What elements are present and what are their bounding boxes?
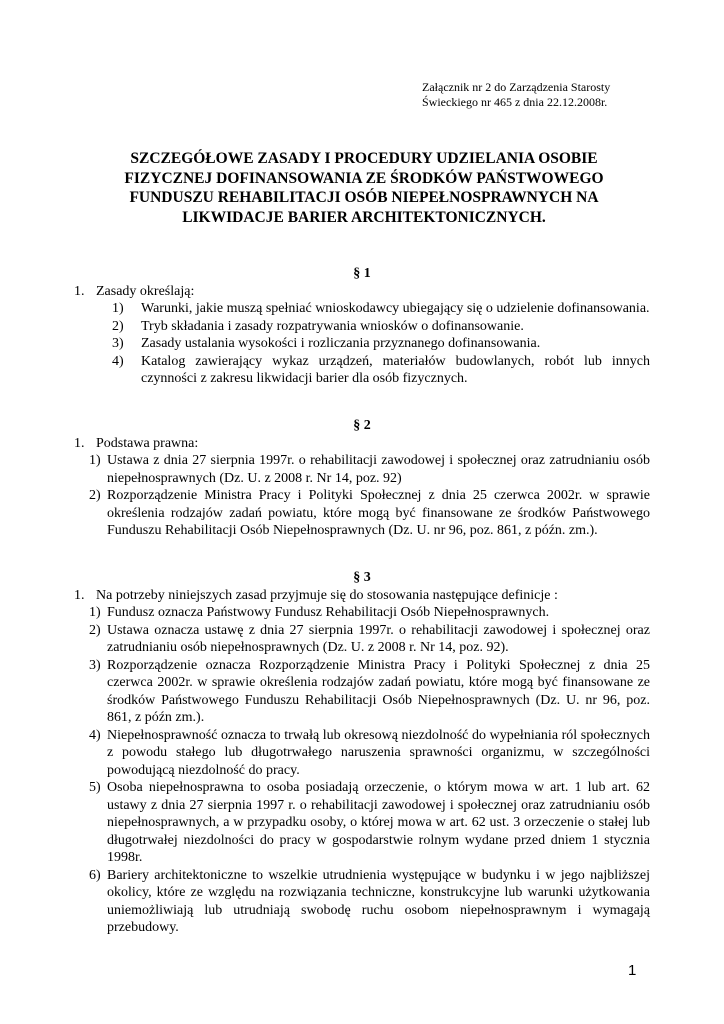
- section-heading: § 1: [353, 266, 371, 281]
- list-item: [74, 727, 650, 780]
- list-item-number: 1): [89, 605, 101, 620]
- section-point: [74, 283, 650, 301]
- list-item: [74, 318, 650, 336]
- list-item-text: Zasady ustalania wysokości i rozliczania przyznanego dofinansowania.: [141, 336, 541, 351]
- list-item-number: 2): [89, 622, 101, 638]
- header-note: [422, 80, 662, 110]
- point-text: Podstawa prawna:: [96, 435, 199, 451]
- title-line: FIZYCZNEJ DOFINANSOWANIA ZE ŚRODKÓW PAŃSTWOWEGO: [124, 169, 604, 187]
- title-line: FUNDUSZU REHABILITACJI OSÓB NIEPEŁNOSPRAWNYCH NA: [129, 189, 599, 206]
- list-item-text: Niepełnosprawność oznacza to trwałą lub okresową niezdolność do wypełniania ról społecznych z powodu stałego lub długotrwałego naruszenia sprawności organizmu, w szczególności powodującą niezdolność do pracy.: [107, 727, 650, 778]
- list-item-number: 4): [89, 727, 101, 743]
- list-item-text: Rozporządzenie Ministra Pracy i Polityki Społecznej z dnia 25 czerwca 2002r. w sprawie określenia rodzajów zadań powiatu, które mogą być finansowane ze środków Państwowego Funduszu Rehabilitacji Osób Niepełnosprawnych (Dz. U. nr 96, poz. 861, z późn. zm.).: [107, 488, 650, 538]
- list-item-text: Osoba niepełnosprawna to osoba posiadają orzeczenie, o którym mowa w art. 1 lub art. 62 ustawy z dnia 27 sierpnia 1997 r. o rehabilitacji zawodowej i społecznej oraz zatrudnianiu osób niepełnosprawnych, a w przypadku osoby, o której mowa w art. 62 ust. 3 orzeczenie o stałej lub długotrwałej niezdolności do pracy w gospodarstwie rolnym wydane przed dniem 1 stycznia 1998r.: [107, 780, 650, 865]
- header-note-line: Świeckiego nr 465 z dnia 22.12.2008r.: [422, 95, 608, 109]
- title-line: LIKWIDACJE BARIER ARCHITEKTONICZNYCH.: [182, 208, 546, 226]
- list-item-text: Ustawa z dnia 27 sierpnia 1997r. o rehabilitacji zawodowej i społecznej oraz zatrudnianiu osób niepełnosprawnych (Dz. U. z 2008 r. Nr 14, poz. 92): [107, 453, 650, 486]
- section-point: [74, 435, 650, 453]
- list-item-number: 3): [112, 336, 124, 351]
- section-2: [74, 417, 650, 540]
- section-3: [74, 569, 650, 937]
- list-item: [74, 657, 650, 727]
- list-item-number: 2): [89, 488, 101, 503]
- section-heading: § 3: [353, 570, 371, 585]
- page-number: 1: [628, 962, 637, 979]
- list-item: [74, 779, 650, 867]
- section-point: [74, 587, 650, 605]
- list-item-number: 3): [89, 657, 101, 673]
- list-item-number: 1): [112, 301, 124, 316]
- list-item-number: 2): [112, 318, 124, 334]
- list-item: [74, 622, 650, 657]
- list-item-text: Rozporządzenie oznacza Rozporządzenie Ministra Pracy i Polityki Społecznej z dnia 25 czerwca 2002r. w sprawie określenia rodzajów zadań powiatu, które mogą być finansowane ze środków Państwowego Funduszu Rehabilitacji Osób Niepełnosprawnych (Dz. U. nr 96, poz. 861, z późn zm.).: [107, 657, 650, 725]
- point-text: Zasady określają:: [96, 283, 195, 299]
- list-item: [74, 335, 650, 353]
- header-note-line: Załącznik nr 2 do Zarządzenia Starosty: [422, 80, 611, 94]
- list-item-number: 6): [89, 867, 101, 883]
- title-line: SZCZEGÓŁOWE ZASADY I PROCEDURY UDZIELANIA OSOBIE: [130, 150, 598, 167]
- list-item: [74, 487, 650, 540]
- list-item-text: Ustawa oznacza ustawę z dnia 27 sierpnia 1997r. o rehabilitacji zawodowej i społecznej oraz zatrudnianiu osób niepełnosprawnych (Dz. U. z 2008 r. Nr 14, poz. 92).: [107, 622, 650, 655]
- section-heading: § 2: [353, 418, 371, 433]
- document-title: [74, 149, 654, 227]
- point-number: 1.: [74, 435, 85, 451]
- point-number: 1.: [74, 283, 85, 299]
- list-item-text: Warunki, jakie muszą spełniać wnioskodawcy ubiegający się o udzielenie dofinansowania.: [141, 301, 650, 316]
- list-item: [74, 867, 650, 937]
- list-item-text: Tryb składania i zasady rozpatrywania wniosków o dofinansowanie.: [141, 318, 524, 334]
- list-item-number: 1): [89, 453, 101, 468]
- list-item: [74, 353, 650, 388]
- list-item-text: Katalog zawierający wykaz urządzeń, materiałów budowlanych, robót lub innych czynności z zakresu likwidacji barier dla osób fizycznych.: [141, 353, 650, 386]
- list-item-text: Bariery architektoniczne to wszelkie utrudnienia występujące w budynku i w jego najbliższej okolicy, które ze względu na rozwiązania techniczne, konstrukcyjne lub warunki użytkowania uniemożliwiają lub utrudniają swobodę ruchu osobom niepełnosprawnym i wymagają przebudowy.: [107, 867, 650, 935]
- list-item-text: Fundusz oznacza Państwowy Fundusz Rehabilitacji Osób Niepełnosprawnych.: [107, 605, 550, 620]
- point-number: 1.: [74, 587, 85, 603]
- list-item: [74, 300, 650, 318]
- list-item: [74, 604, 650, 622]
- section-1: [74, 265, 650, 388]
- point-text: Na potrzeby niniejszych zasad przyjmuje się do stosowania następujące definicje :: [96, 587, 558, 603]
- list-item-number: 4): [112, 353, 124, 369]
- list-item: [74, 452, 650, 487]
- list-item-number: 5): [89, 780, 101, 795]
